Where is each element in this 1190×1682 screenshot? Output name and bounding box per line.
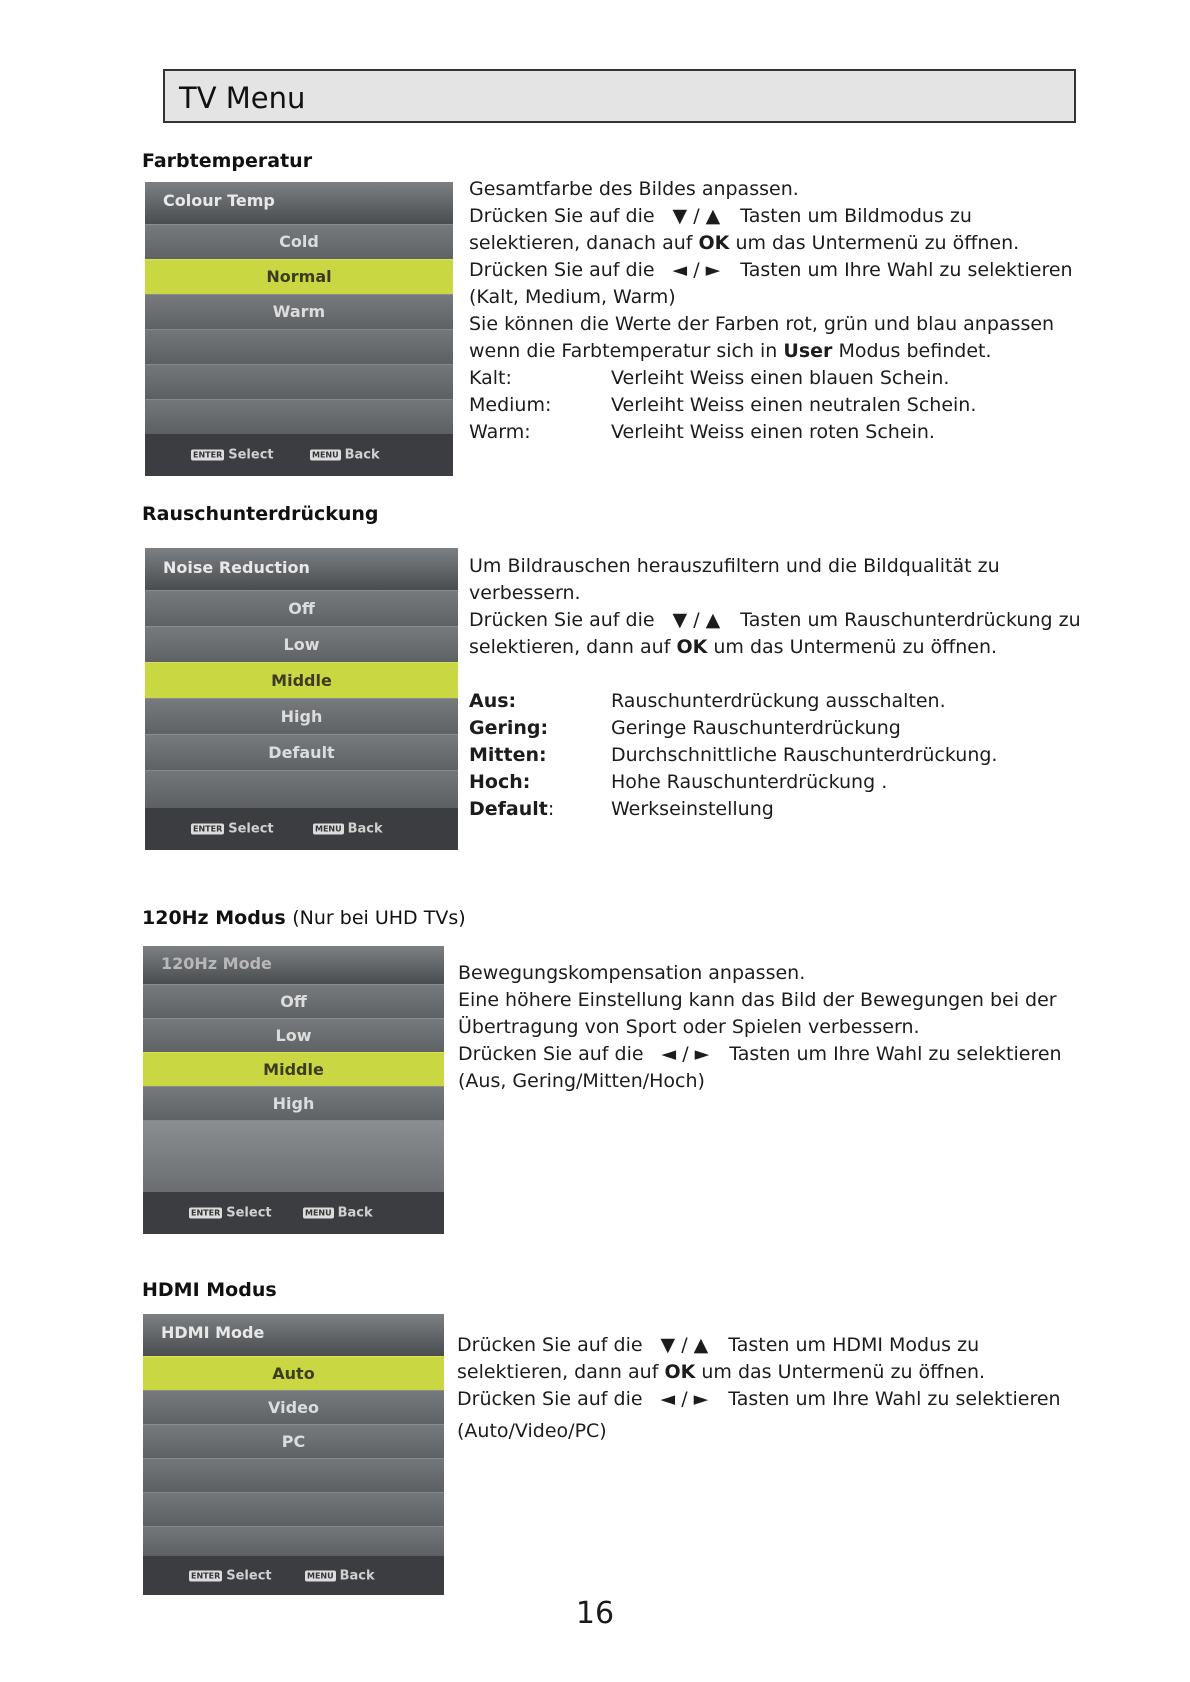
menu-item-video: Video	[143, 1390, 444, 1424]
colour-temp-description	[469, 176, 1073, 446]
enter-key-icon: ENTER	[193, 824, 223, 834]
menu-item-middle-selected: Middle	[143, 1052, 444, 1086]
table-row: Warm: Verleiht Weiss einen roten Schein.	[469, 421, 935, 443]
menu-empty-row	[145, 399, 453, 435]
header-box	[163, 69, 1076, 123]
arrow-left-right-icon: ◄ / ►	[661, 1043, 710, 1065]
arrow-down-up-icon: ▼ / ▲	[672, 609, 721, 631]
menu-key-icon: MENU	[307, 1571, 334, 1580]
menu-empty-area	[143, 1120, 444, 1193]
text-line: Drücken Sie auf die ▼ / ▲ Tasten um HDMI Modus zu	[457, 1334, 980, 1356]
text-line: Drücken Sie auf die ▼ / ▲ Tasten um Rauschunterdrückung zu	[469, 609, 1081, 631]
menu-empty-row	[143, 1458, 444, 1493]
menu-key-icon: MENU	[312, 450, 339, 460]
text-line: selektieren, danach auf OK um das Untermenü zu öffnen.	[469, 232, 1020, 254]
menu-title: Colour Temp	[145, 182, 453, 224]
text-line: (Auto/Video/PC)	[457, 1420, 607, 1442]
menu-empty-row	[143, 1492, 444, 1527]
menu-item-pc: PC	[143, 1424, 444, 1458]
heading-colour-temp: Farbtemperatur	[142, 150, 313, 172]
menu-footer	[143, 1556, 444, 1595]
arrow-down-up-icon: ▼ / ▲	[672, 205, 721, 227]
menu-item-auto-selected: Auto	[143, 1356, 444, 1390]
table-row: Medium: Verleiht Weiss einen neutralen Schein.	[469, 394, 977, 416]
enter-key-icon: ENTER	[191, 1571, 221, 1580]
arrow-down-up-icon: ▼ / ▲	[660, 1334, 709, 1356]
text-line: Eine höhere Einstellung kann das Bild der Bewegungen bei der	[458, 989, 1057, 1011]
menu-item-default: Default	[145, 734, 458, 770]
120hz-mode-menu-screenshot	[143, 946, 444, 1234]
noise-reduction-menu-screenshot	[145, 548, 458, 850]
menu-item-off: Off	[145, 590, 458, 626]
table-row: Kalt: Verleiht Weiss einen blauen Schein.	[469, 367, 950, 389]
text-line: selektieren, dann auf OK um das Untermenü zu öffnen.	[469, 636, 998, 658]
menu-footer	[145, 434, 453, 476]
noise-reduction-description	[469, 553, 1081, 823]
footer-select: ENTER Select	[193, 821, 274, 837]
menu-item-high: High	[145, 698, 458, 734]
arrow-left-right-icon: ◄ / ►	[672, 259, 721, 281]
menu-empty-row	[145, 329, 453, 365]
menu-item-low: Low	[143, 1018, 444, 1052]
heading-noise-reduction: Rauschunterdrückung	[142, 503, 379, 525]
enter-key-icon: ENTER	[191, 1208, 221, 1218]
table-row: Mitten: Durchschnittliche Rauschunterdrückung.	[469, 744, 998, 766]
menu-empty-row	[143, 1526, 444, 1557]
colour-temp-menu-screenshot	[145, 182, 453, 476]
footer-back: MENU Back	[307, 1568, 375, 1583]
footer-select: ENTER Select	[191, 1205, 272, 1221]
text-line: Sie können die Werte der Farben rot, grün und blau anpassen	[469, 313, 1055, 335]
120hz-mode-description	[458, 960, 1062, 1095]
text-line: Bewegungskompensation anpassen.	[458, 962, 806, 984]
heading-hdmi-mode: HDMI Modus	[142, 1279, 277, 1301]
text-line: (Aus, Gering/Mitten/Hoch)	[458, 1070, 705, 1092]
text-line: Drücken Sie auf die ◄ / ► Tasten um Ihre Wahl zu selektieren	[469, 259, 1073, 281]
text-line: Drücken Sie auf die ▼ / ▲ Tasten um Bildmodus zu	[469, 205, 972, 227]
text-line: verbessern.	[469, 582, 581, 604]
hdmi-mode-description	[457, 1332, 1061, 1445]
footer-back: MENU Back	[312, 447, 380, 463]
footer-back: MENU Back	[305, 1205, 373, 1221]
menu-title: 120Hz Mode	[143, 946, 444, 984]
text-line: wenn die Farbtemperatur sich in User Modus befindet.	[469, 340, 992, 362]
menu-title: Noise Reduction	[145, 548, 458, 590]
footer-back: MENU Back	[315, 821, 383, 837]
menu-item-middle-selected: Middle	[145, 662, 458, 698]
table-row: Gering: Geringe Rauschunterdrückung	[469, 717, 901, 739]
menu-empty-row	[145, 364, 453, 400]
menu-item-low: Low	[145, 626, 458, 662]
text-line: Übertragung von Sport oder Spielen verbessern.	[458, 1016, 920, 1038]
text-line: (Kalt, Medium, Warm)	[469, 286, 676, 308]
page-number: 16	[575, 1596, 615, 1631]
menu-item-high: High	[143, 1086, 444, 1120]
menu-footer	[145, 808, 458, 850]
menu-item-off: Off	[143, 984, 444, 1018]
text-line: Drücken Sie auf die ◄ / ► Tasten um Ihre Wahl zu selektieren	[458, 1043, 1062, 1065]
menu-key-icon: MENU	[315, 824, 342, 834]
enter-key-icon: ENTER	[193, 450, 223, 460]
text-line: selektieren, dann auf OK um das Untermenü zu öffnen.	[457, 1361, 986, 1383]
hdmi-mode-menu-screenshot	[143, 1314, 444, 1595]
table-row: Default: Werkseinstellung	[469, 798, 774, 820]
heading-120hz-mode: 120Hz Modus (Nur bei UHD TVs)	[142, 907, 466, 929]
menu-item-normal-selected: Normal	[145, 259, 453, 294]
footer-select: ENTER Select	[193, 447, 274, 463]
menu-empty-row	[145, 770, 458, 809]
text-line: Gesamtfarbe des Bildes anpassen.	[469, 178, 799, 200]
text-line: Um Bildrauschen herauszufiltern und die Bildqualität zu	[469, 555, 1000, 577]
table-row: Hoch: Hohe Rauschunterdrückung .	[469, 771, 888, 793]
menu-footer	[143, 1192, 444, 1234]
menu-item-cold: Cold	[145, 224, 453, 259]
menu-title: HDMI Mode	[143, 1314, 444, 1356]
menu-item-warm: Warm	[145, 294, 453, 329]
arrow-left-right-icon: ◄ / ►	[660, 1388, 709, 1410]
menu-key-icon: MENU	[305, 1208, 332, 1218]
footer-select: ENTER Select	[191, 1568, 272, 1583]
table-row: Aus: Rauschunterdrückung ausschalten.	[469, 690, 946, 712]
text-line: Drücken Sie auf die ◄ / ► Tasten um Ihre Wahl zu selektieren	[457, 1388, 1061, 1410]
page-title: TV Menu	[179, 81, 306, 115]
